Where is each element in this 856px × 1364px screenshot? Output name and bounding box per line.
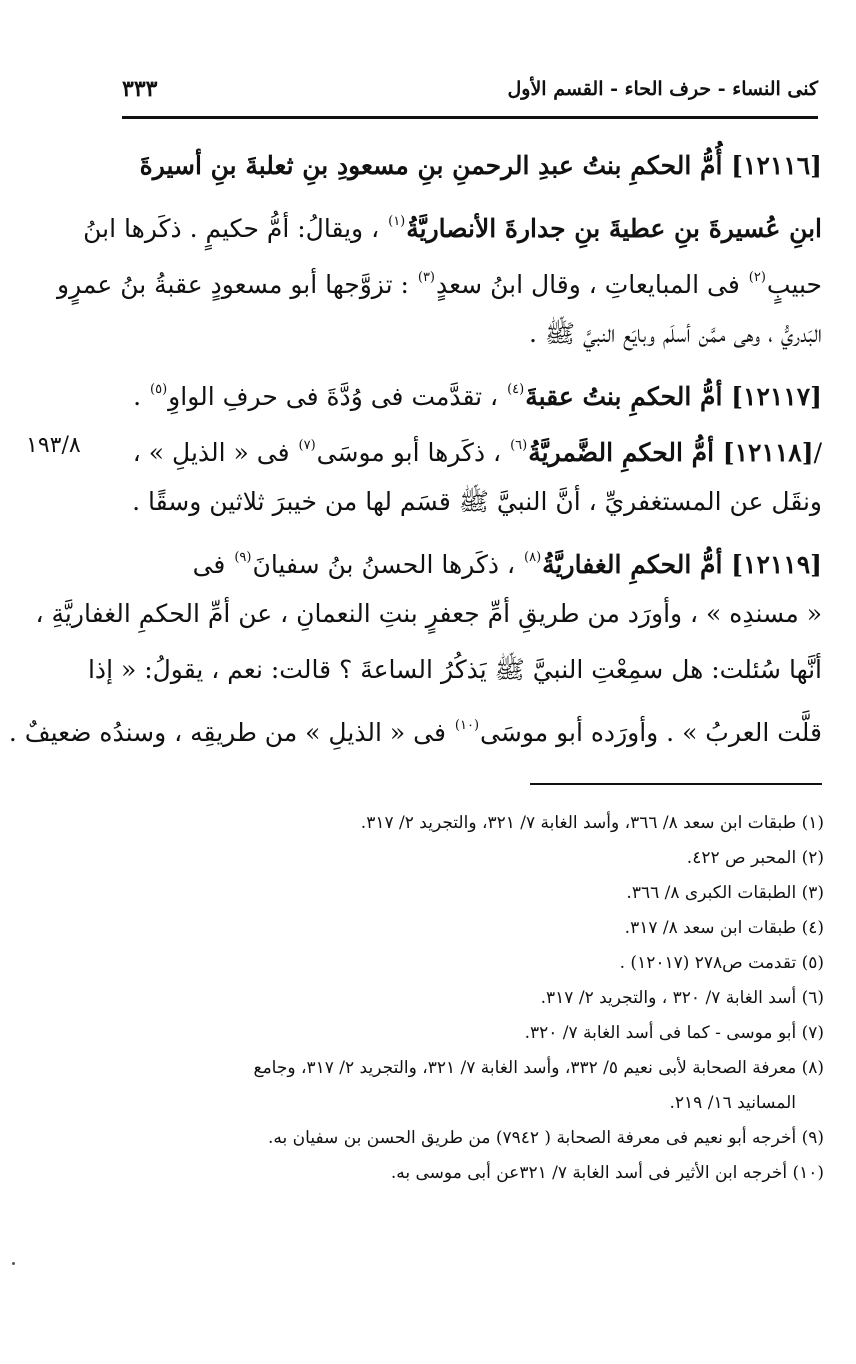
footnote-9: (٩) أخرجه أبو نعيم فى معرفة الصحابة ( ٧٩٤٢) من طريق الحسن بن سفيان به. [268,1128,824,1148]
entry-12119-heading: [١٢١١٩] أمُّ الحكمِ الغفاريَّةُ [542,550,822,579]
entry-12119-line-4 [8,698,822,754]
page-break-slash: / [813,438,822,467]
entry-text: فى [192,550,226,579]
footnote-ref[interactable]: (٣) [417,270,435,285]
margin-page-reference: ١٩٣/٨ [26,433,81,458]
entry-text: البَدريُّ ، وهى ممَّن أسلَم وبايَع النبيَّ ﷺ . [528,319,822,348]
entry-text: قلَّت العربُ » . وأورَده أبو موسَى [480,718,822,747]
entry-12119-line-1 [92,530,822,586]
entry-12116-line-2 [83,194,822,250]
footnote-8: (٨) معرفة الصحابة لأبى نعيم ٥/ ٣٣٢، وأسد الغابة ٧/ ٣٢١، والتجريد ٢/ ٣١٧، وجامع [253,1058,824,1078]
footnote-6: (٦) أسد الغابة ٧/ ٣٢٠ ، والتجريد ٢/ ٣١٧. [540,988,824,1008]
scan-speck [12,1262,15,1265]
footnote-ref[interactable]: (٦) [510,438,528,453]
footnote-4: (٤) طبقات ابن سعد ٨/ ٣١٧. [624,918,824,938]
entry-text: ، ويقالُ: أمُّ حكيمٍ . ذكَرها ابنُ [83,214,380,243]
footnote-ref[interactable]: (٧) [298,438,316,453]
footnote-ref[interactable]: (٥) [150,382,168,397]
footnote-7: (٧) أبو موسى - كما فى أسد الغابة ٧/ ٣٢٠. [524,1023,824,1043]
entry-12117-line-1 [92,362,822,418]
footnote-3: (٣) الطبقات الكبرى ٨/ ٣٦٦. [626,883,824,903]
entry-text: ، ذكَرها الحسنُ بنُ سفيانَ [252,550,516,579]
footnote-5: (٥) تقدمت ص٢٧٨ (١٢٠١٧) . [619,953,824,973]
footnote-10: (١٠) أخرجه ابن الأثير فى أسد الغابة ٧/ ٣٢١عن أبى موسى به. [390,1163,824,1183]
entry-text: فى « الذيلِ » ، [132,438,290,467]
footnote-ref[interactable]: (٩) [234,550,252,565]
footnote-8-continued: المسانيد ١٦/ ٢١٩. [669,1093,796,1113]
entry-12116-heading: [١٢١١٦] أُمُّ الحكمِ بنتُ عبدِ الرحمنِ بنِ مسعودِ بنِ ثعلبةَ بنِ أسيرةَ [139,151,822,180]
entry-text: : تزوَّجها أبو مسعودٍ عقبةُ بنُ عمرٍو [57,270,409,299]
footnote-ref[interactable]: (٨) [524,550,542,565]
entry-text: ، ذكَرها أبو موسَى [316,438,502,467]
entry-12119-line-3 [87,642,822,698]
entry-12116-line-1 [92,138,822,194]
entry-text: ونقَل عن المستغفريِّ ، أنَّ النبيَّ ﷺ قسَم لها من خيبرَ ثلاثين وسقًا . [132,487,822,516]
footnote-2: (٢) المحبر ص ٤٢٢. [686,848,824,868]
footnote-ref[interactable]: (٤) [507,382,525,397]
entry-12116-line-4 [92,306,822,362]
footnote-ref[interactable]: (٢) [748,270,766,285]
entry-12119-line-2 [35,586,822,642]
footnote-1: (١) طبقات ابن سعد ٨/ ٣٦٦، وأسد الغابة ٧/ ٣٢١، والتجريد ٢/ ٣١٧. [360,813,824,833]
entry-12116-heading-cont: ابنِ عُسيرةَ بنِ عطيةَ بنِ جدارةَ الأنصاريَّةُ [406,214,822,243]
footnote-divider [530,783,822,785]
entry-text: فى « الذيلِ » من طريقِه ، وسندُه ضعيفٌ . [8,718,446,747]
entry-12117-heading: [١٢١١٧] أمُّ الحكمِ بنتُ عقبةَ [525,382,822,411]
main-text [8,138,822,754]
entry-text: « مسندِه » ، وأورَد من طريقِ أمِّ جعفرٍ بنتِ النعمانِ ، عن أمِّ الحكمِ الغفاريَّةِ ، [35,599,822,628]
entry-text: أنَّها سُئلت: هل سمِعْتِ النبيَّ ﷺ يَذكُرُ الساعةَ ؟ قالت: نعم ، يقولُ: « إذا [87,655,822,684]
entry-12118-heading: [١٢١١٨] أمُّ الحكمِ الضَّمريَّةُ [528,438,814,467]
entry-text: . [133,382,142,411]
entry-12118-line-2 [92,474,822,530]
footnotes [112,806,824,1191]
entry-text: ، تقدَّمت فى وُدَّةَ فى حرفِ الواوِ [168,382,499,411]
entry-text: حبيبٍ [766,270,822,299]
footnote-ref[interactable]: (١) [388,214,406,229]
running-title: كنى النساء - حرف الحاء - القسم الأول [507,78,818,100]
entry-12118-line-1 [26,418,822,474]
entry-12116-line-3 [57,250,822,306]
footnote-ref[interactable]: (١٠) [454,718,480,733]
page-number: ٣٣٣ [122,76,158,102]
page-header [122,68,818,119]
entry-text: فى المبايعاتِ ، وقال ابنُ سعدٍ [436,270,740,299]
